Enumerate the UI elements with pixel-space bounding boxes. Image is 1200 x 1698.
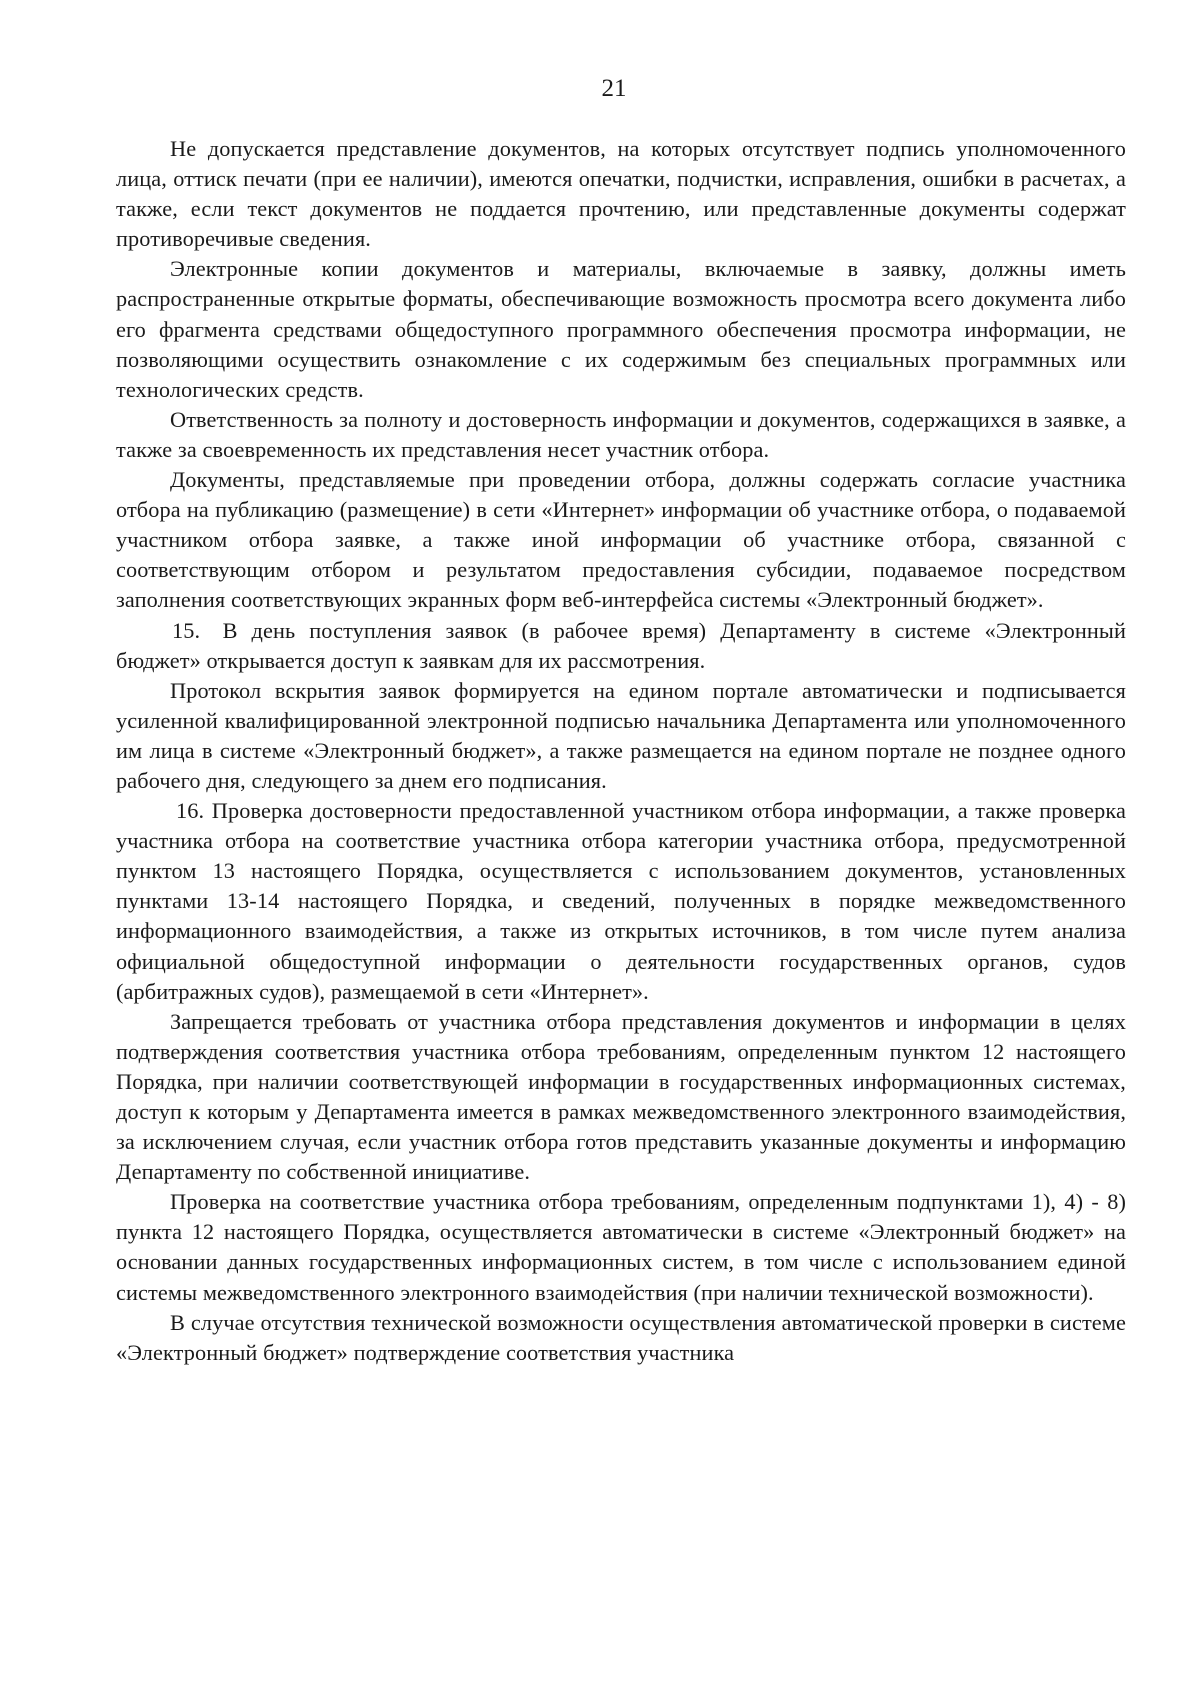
paragraph-no-technical-possibility: В случае отсутствия технической возможности осуществления автоматической проверки в системе «Электронный бюджет» подтверждение соответствия участника xyxy=(116,1309,1126,1365)
paragraph-responsibility: Ответственность за полноту и достоверность информации и документов, содержащихся в заявке, а также за своевременность их представления несет участник отбора. xyxy=(116,406,1126,462)
paragraph-automatic-check: Проверка на соответствие участника отбора требованиям, определенным подпунктами 1), 4) - 8) пункта 12 настоящего Порядка, осуществляется автоматически в системе «Электронный бюджет» на основании данных государственных информационных систем, в том числе с использованием единой системы межведомственного электронного взаимодействия (при наличии технической возможности). xyxy=(116,1189,1126,1305)
paragraph-signature-requirements: Не допускается представление документов, на которых отсутствует подпись уполномоченного лица, оттиск печати (при ее наличии), имеются опечатки, подчистки, исправления, ошибки в расчетах, а также, если текст документов не поддается прочтению, или представленные документы содержат противоречивые сведения. xyxy=(116,136,1126,252)
paragraph-item-16: 16. Проверка достоверности предоставленной участником отбора информации, а также проверка участника отбора на соответствие участника отбора категории участника отбора, предусмотренной пунктом 13 настоящего Порядка, осуществляется с использованием документов, установленных пунктами 13-14 настоящего Порядка, и сведений, полученных в порядке межведомственного информационного взаимодействия, а также из открытых источников, в том числе путем анализа официальной общедоступной информации о деятельности государственных органов, судов (арбитражных судов), размещаемой в сети «Интернет». xyxy=(116,798,1126,1004)
paragraph-electronic-copies: Электронные копии документов и материалы, включаемые в заявку, должны иметь распространенные открытые форматы, обеспечивающие возможность просмотра всего документа либо его фрагмента средствами общедоступного программного обеспечения просмотра информации, не позволяющими осуществить ознакомление с их содержимым без специальных программных или технологических средств. xyxy=(116,256,1126,402)
paragraph-publication-consent: Документы, представляемые при проведении отбора, должны содержать согласие участника отбора на публикацию (размещение) в сети «Интернет» информации об участнике отбора, о подаваемой участником отбора заявке, а также иной информации об участнике отбора, связанной с соответствующим отбором и результатом предоставления субсидии, подаваемое посредством заполнения соответствующих экранных форм веб-интерфейса системы «Электронный бюджет». xyxy=(116,467,1126,613)
page-number: 21 xyxy=(601,75,627,102)
paragraph-item-15: 15. В день поступления заявок (в рабочее время) Департаменту в системе «Электронный бюджет» открывается доступ к заявкам для их рассмотрения. xyxy=(116,617,1126,673)
paragraph-prohibition: Запрещается требовать от участника отбора представления документов и информации в целях подтверждения соответствия участника отбора требованиям, определенным пунктом 12 настоящего Порядка, при наличии соответствующей информации в государственных информационных системах, доступ к которым у Департамента имеется в рамках межведомственного электронного взаимодействия, за исключением случая, если участник отбора готов представить указанные документы и информацию Департаменту по собственной инициативе. xyxy=(116,1008,1126,1185)
paragraph-opening-protocol: Протокол вскрытия заявок формируется на едином портале автоматически и подписывается усиленной квалифицированной электронной подписью начальника Департамента или уполномоченного им лица в системе «Электронный бюджет», а также размещается на едином портале не позднее одного рабочего дня, следующего за днем его подписания. xyxy=(116,677,1126,793)
document-body xyxy=(116,134,1126,1368)
